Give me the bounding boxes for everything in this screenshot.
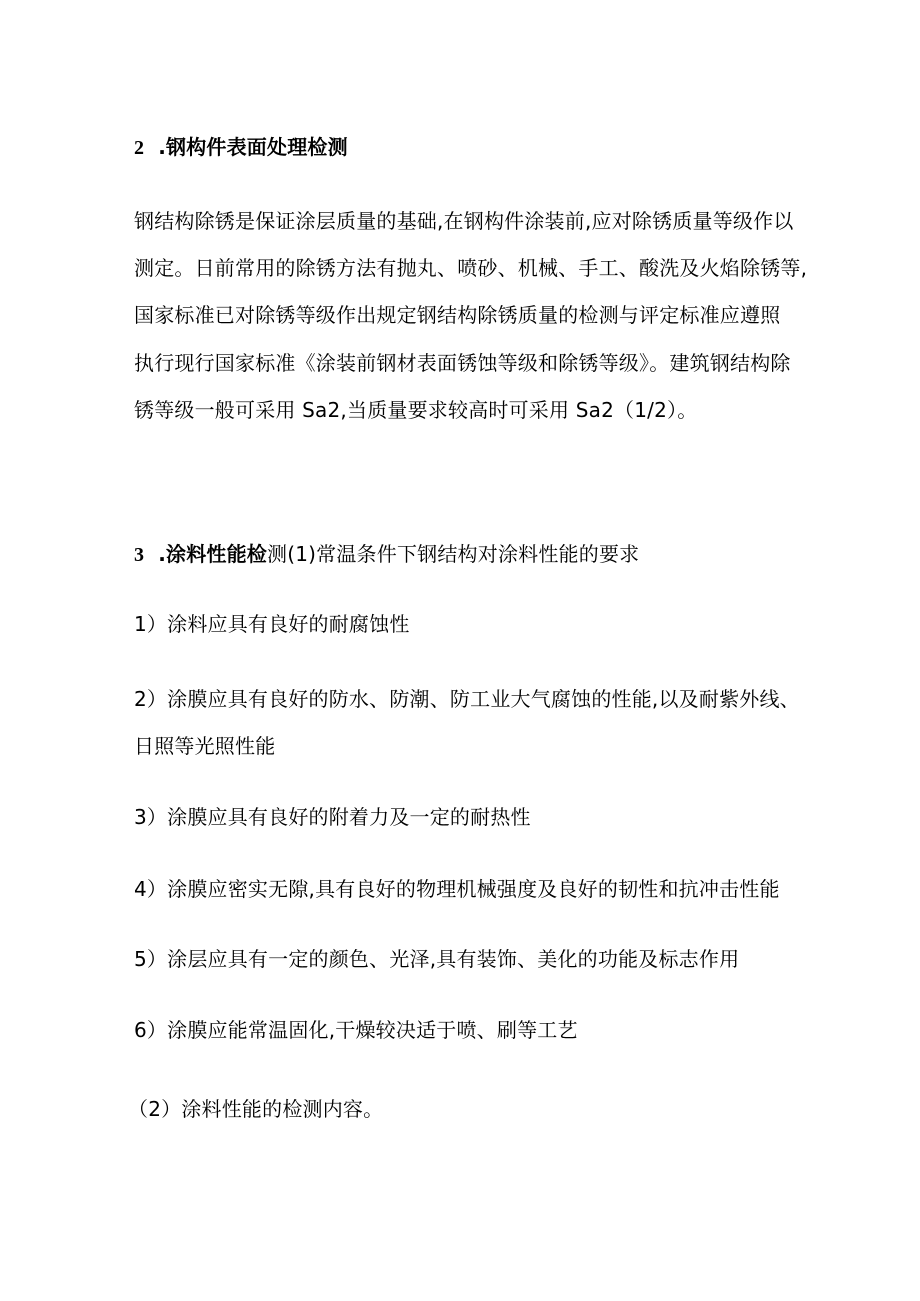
section-3-heading	[134, 542, 639, 567]
requirement-item-4: 4）涂膜应密实无隙,具有良好的物理机械强度及良好的韧性和抗冲击性能	[134, 877, 780, 901]
requirement-item-3: 3）涂膜应具有良好的附着力及一定的耐热性	[134, 805, 531, 829]
section-2-paragraph-line: 测定。日前常用的除锈方法有抛丸、喷砂、机械、手工、酸洗及火焰除锈等,	[134, 256, 808, 280]
section-2-paragraph-line: 钢结构除锈是保证涂层质量的基础,在钢构件涂装前,应对除锈质量等级作以	[134, 209, 794, 233]
section-2-paragraph-line: 国家标准已对除锈等级作出规定钢结构除锈质量的检测与评定标准应遵照	[134, 303, 781, 327]
section-2-paragraph-line: 锈等级一般可采用 Sa2,当质量要求较高时可采用 Sa2（1/2）。	[134, 398, 698, 422]
section-2-title: .钢构件表面处理检测	[158, 135, 348, 159]
section-2-number: 2	[134, 137, 145, 159]
subsection-2-heading: （2）涂料性能的检测内容。	[128, 1097, 384, 1121]
requirement-item-5: 5）涂层应具有一定的颜色、光泽,具有装饰、美化的功能及标志作用	[134, 947, 740, 971]
section-3-title-bold: .涂料性能检	[158, 542, 268, 566]
section-3-number: 3	[134, 544, 145, 566]
section-2-heading	[134, 135, 348, 160]
requirement-item-6: 6）涂膜应能常温固化,干燥较决适于喷、刷等工艺	[134, 1018, 578, 1042]
requirement-item-1: 1）涂料应具有良好的耐腐蚀性	[134, 612, 410, 636]
section-2-paragraph-line: 执行现行国家标准《涂装前钢材表面锈蚀等级和除锈等级》。建筑钢结构除	[134, 351, 791, 375]
section-3-title-rest: 测(1)常温条件下钢结构对涂料性能的要求	[267, 542, 640, 566]
requirement-item-2-continued: 日照等光照性能	[134, 734, 276, 758]
requirement-item-2: 2）涂膜应具有良好的防水、防潮、防工业大气腐蚀的性能,以及耐紫外线、	[134, 687, 800, 711]
